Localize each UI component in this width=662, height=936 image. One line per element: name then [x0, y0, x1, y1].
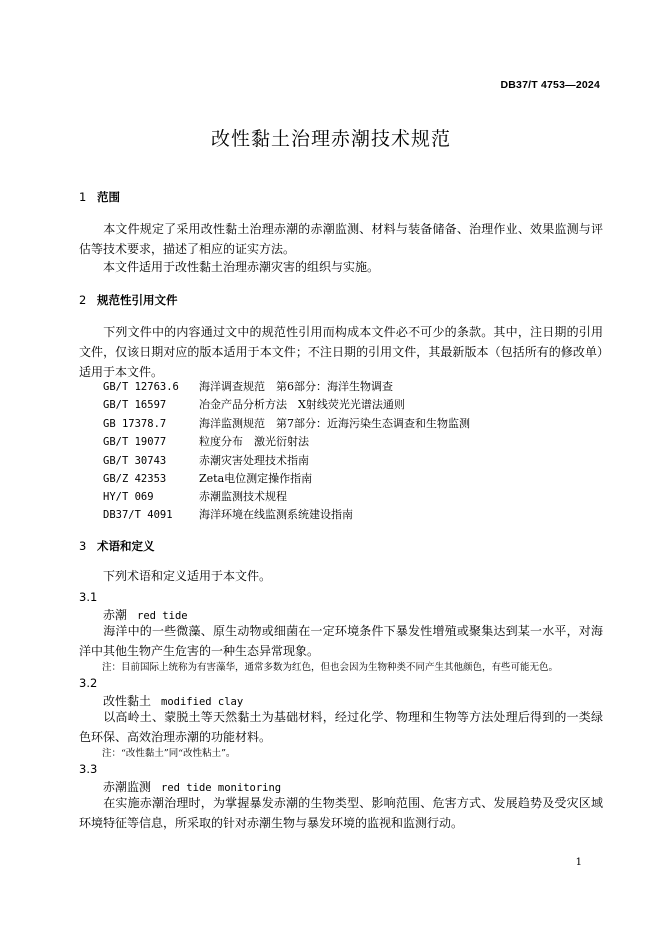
- paragraph: 下列术语和定义适用于本文件。: [103, 569, 272, 583]
- paragraph: 本文件适用于改性黏土治理赤潮灾害的组织与实施。: [103, 260, 380, 274]
- section-title: 术语和定义: [97, 539, 155, 553]
- term-zh: 改性黏土: [103, 694, 152, 708]
- reference-item: GB/Z 42353 Zeta电位测定操作指南: [103, 472, 313, 485]
- section-number: 2: [79, 293, 87, 307]
- section-2-heading: [79, 292, 178, 308]
- section-title: 规范性引用文件: [97, 293, 178, 307]
- reference-item: GB/T 16597 冶金产品分析方法 X射线荧光光谱法通则: [103, 398, 405, 411]
- section-number: 1: [79, 190, 87, 204]
- section-number: 3: [79, 539, 87, 553]
- reference-item: HY/T 069 赤潮监测技术规程: [103, 490, 287, 503]
- term-en: modified clay: [161, 696, 244, 708]
- term-en: red tide: [137, 610, 188, 622]
- term-definition: 海洋中的一些微藻、原生动物或细菌在一定环境条件下暴发性增殖或聚集达到某一水平，对海洋中其他生物产生危害的一种生态异常现象。: [79, 624, 603, 658]
- term-en: red tide monitoring: [161, 782, 282, 794]
- term-zh: 赤潮监测: [103, 780, 152, 794]
- term-note: 注：目前国际上统称为有害藻华，通常多数为红色，但也会因为生物种类不同产生其他颜色，有些可能无色。: [102, 662, 559, 673]
- term-number: 3.1: [79, 590, 98, 604]
- term-definition: 以高岭土、蒙脱土等天然黏土为基础材料，经过化学、物理和生物等方法处理后得到的一类绿色环保、高效治理赤潮的功能材料。: [79, 710, 603, 744]
- reference-item: GB/T 19077 粒度分布 激光衍射法: [103, 435, 309, 448]
- term-zh: 赤潮: [103, 608, 128, 622]
- term-note: 注：“改性黏土”同“改性粘土”。: [102, 748, 236, 759]
- paragraph: 下列文件中的内容通过文中的规范性引用而构成本文件必不可少的条款。其中，注日期的引用文件，仅该日期对应的版本适用于本文件；不注日期的引用文件，其最新版本（包括所有的修改单）适用于本文件。: [79, 325, 603, 379]
- term-number: 3.3: [79, 762, 98, 776]
- term-number: 3.2: [79, 676, 98, 690]
- term-definition: 在实施赤潮治理时，为掌握暴发赤潮的生物类型、影响范围、危害方式、发展趋势及受灾区域环境特征等信息，所采取的针对赤潮生物与暴发环境的监视和监测行动。: [79, 796, 603, 830]
- standard-number: DB37/T 4753—2024: [500, 79, 600, 91]
- section-1-heading: [79, 189, 120, 205]
- document-title: 改性黏土治理赤潮技术规范: [210, 128, 451, 150]
- section-3-heading: [79, 538, 155, 554]
- paragraph: 本文件规定了采用改性黏土治理赤潮的赤潮监测、材料与装备储备、治理作业、效果监测与评估等技术要求，描述了相应的证实方法。: [79, 222, 603, 256]
- section-title: 范围: [97, 190, 120, 204]
- reference-item: GB/T 12763.6 海洋调查规范 第6部分：海洋生物调查: [103, 380, 393, 393]
- reference-item: GB 17378.7 海洋监测规范 第7部分：近海污染生态调查和生物监测: [103, 417, 470, 430]
- page-number: 1: [575, 857, 582, 868]
- reference-item: DB37/T 4091 海洋环境在线监测系统建设指南: [103, 508, 353, 521]
- reference-item: GB/T 30743 赤潮灾害处理技术指南: [103, 454, 309, 467]
